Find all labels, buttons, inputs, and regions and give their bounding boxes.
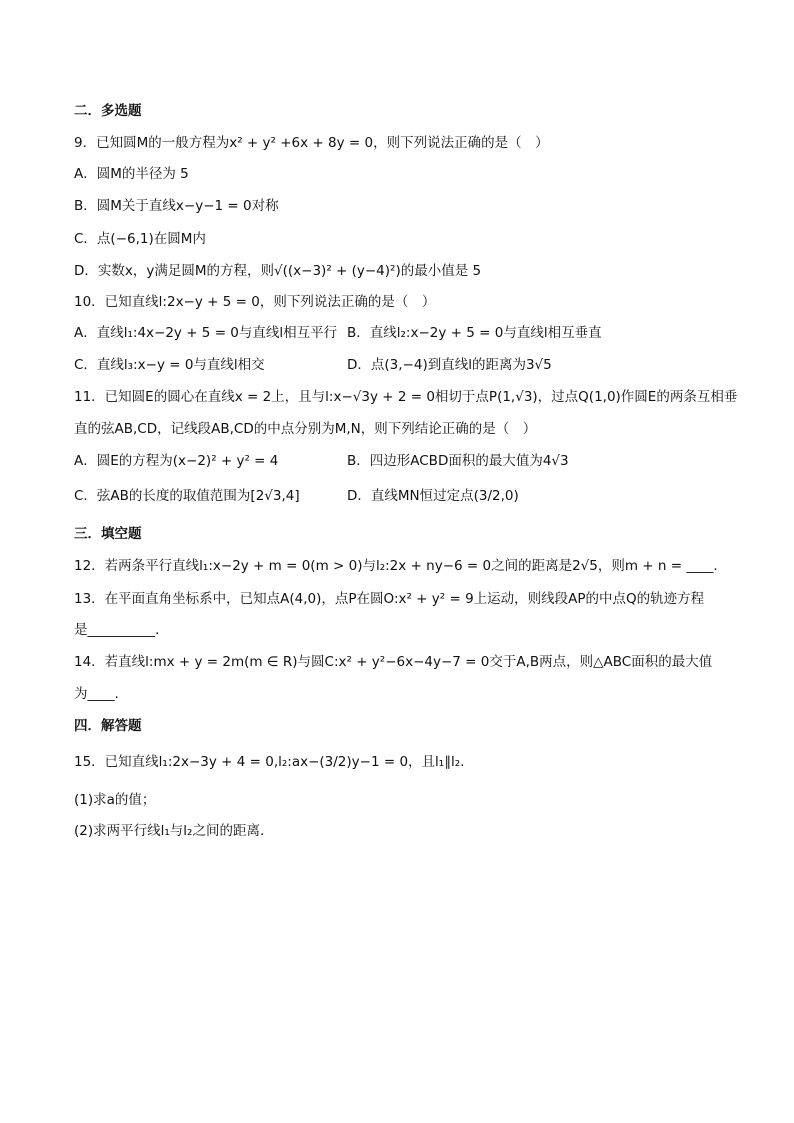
question-9-option-c: C．点(−6,1)在圆M内 (74, 231, 206, 247)
question-15-stem: 15．已知直线l₁:2x−3y + 4 = 0,l₂:ax−(3/2)y−1 = 0，且l₁∥l₂. (74, 754, 465, 770)
question-11-stem-line-1: 11．已知圆E的圆心在直线x = 2上，且与l:x−√3y + 2 = 0相切于点P(1,√3)，过点Q(1,0)作圆E的两条互相垂 (74, 389, 738, 405)
question-15-part-1: (1)求a的值； (74, 792, 156, 808)
question-10-option-d: D．点(3,−4)到直线l的距离为3√5 (347, 357, 552, 373)
question-10-option-b: B．直线l₂:x−2y + 5 = 0与直线l相互垂直 (347, 325, 602, 341)
question-10-option-c: C．直线l₃:x−y = 0与直线l相交 (74, 357, 265, 373)
question-9-stem: 9．已知圆M的一般方程为x² + y² +6x + 8y = 0，则下列说法正确的是（ ） (74, 135, 549, 151)
question-9-option-a: A．圆M的半径为 5 (74, 166, 189, 182)
question-11-option-a: A．圆E的方程为(x−2)² + y² = 4 (74, 453, 279, 469)
question-15-part-2: (2)求两平行线l₁与l₂之间的距离. (74, 823, 265, 839)
section-heading-solutions: 四．解答题 (74, 718, 142, 734)
question-10-option-a: A．直线l₁:4x−2y + 5 = 0与直线l相互平行 (74, 325, 338, 341)
question-9-option-d: D．实数x，y满足圆M的方程，则√((x−3)² + (y−4)²)的最小值是 5 (74, 263, 482, 279)
question-14-stem-line-2: 为____. (74, 686, 119, 702)
section-heading-fill-in: 三．填空题 (74, 526, 142, 542)
question-13-stem-line-1: 13．在平面直角坐标系中，已知点A(4,0)，点P在圆O:x² + y² = 9上运动，则线段AP的中点Q的轨迹方程 (74, 591, 705, 607)
question-11-stem-line-2: 直的弦AB,CD，记线段AB,CD的中点分别为M,N，则下列结论正确的是（ ） (74, 421, 537, 437)
question-12-stem: 12．若两条平行直线l₁:x−2y + m = 0(m > 0)与l₂:2x + ny−6 = 0之间的距离是2√5，则m + n = ____. (74, 558, 718, 574)
section-heading-multiple-choice: 二．多选题 (74, 103, 142, 119)
question-14-stem-line-1: 14．若直线l:mx + y = 2m(m ∈ R)与圆C:x² + y²−6x−4y−7 = 0交于A,B两点，则△ABC面积的最大值 (74, 654, 713, 670)
question-11-option-b: B．四边形ACBD面积的最大值为4√3 (347, 453, 569, 469)
question-11-option-d: D．直线MN恒过定点(3/2,0) (347, 488, 519, 504)
question-13-stem-line-2: 是__________. (74, 622, 160, 638)
question-9-option-b: B．圆M关于直线x−y−1 = 0对称 (74, 198, 279, 214)
question-10-stem: 10．已知直线l:2x−y + 5 = 0，则下列说法正确的是（ ） (74, 294, 436, 310)
question-11-option-c: C．弦AB的长度的取值范围为[2√3,4] (74, 488, 300, 504)
